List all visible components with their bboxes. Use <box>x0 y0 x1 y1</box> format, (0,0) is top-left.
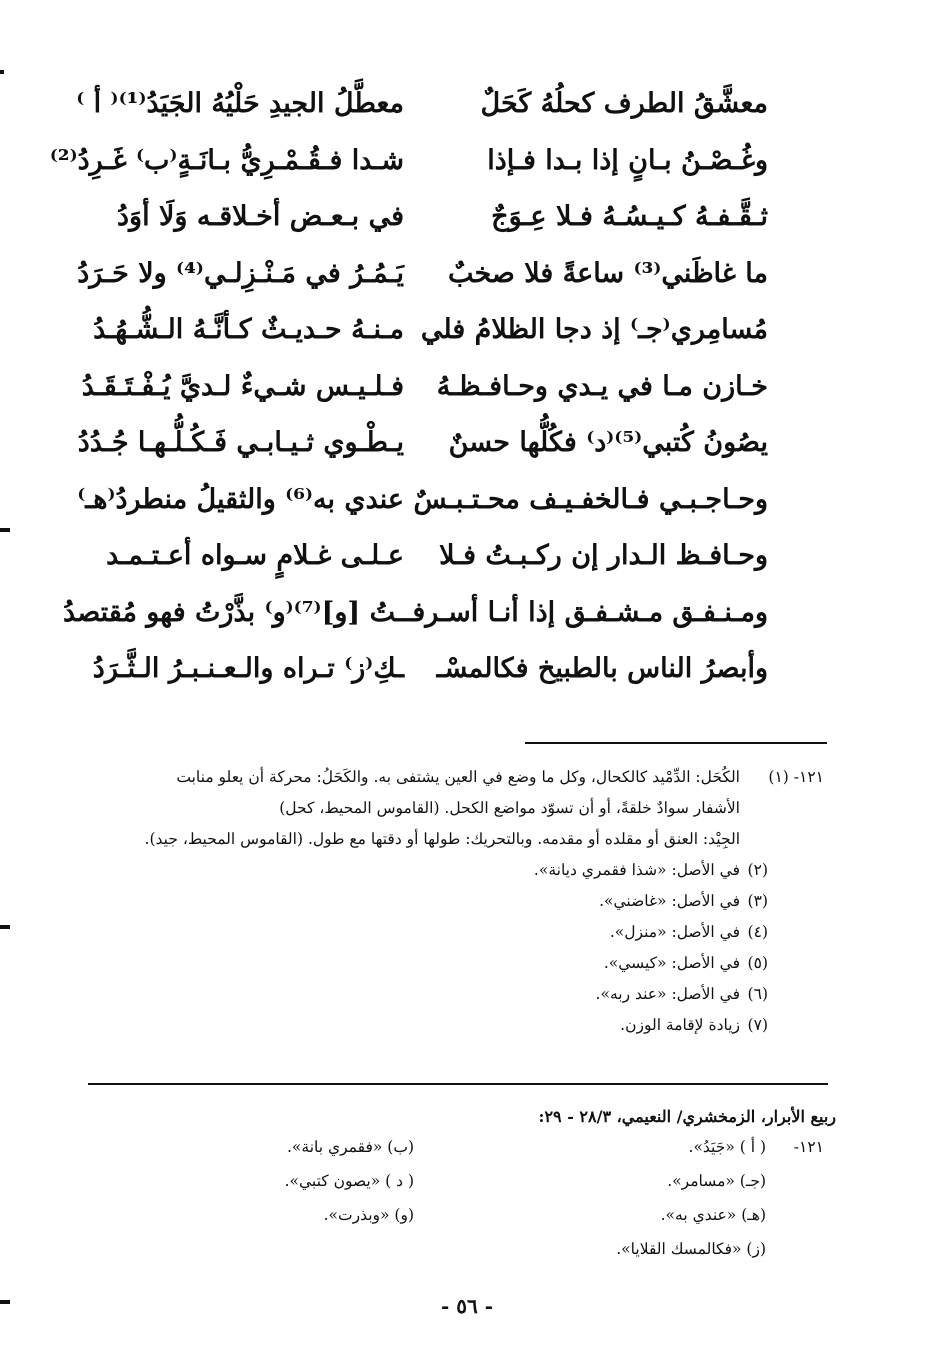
variants-separator <box>88 1083 828 1085</box>
verse-second-hemistich: ـتُ [و]⁽⁷⁾⁽و⁾ بذَّرْتُ فهو مُقتصدُ <box>63 596 404 628</box>
poem <box>49 88 776 710</box>
verse-second-hemistich: شـدا فـقُـمْـرِيُّ بـانَـةٍ⁽ب⁾ غَـرِدُ⁽²⁾ <box>49 144 404 176</box>
footnote-text: الجِيْد: العنق أو مقلده أو مقدمه. وبالتحريك: طولها أو دقتها مع طول. (القاموس المحيط، جيد). <box>144 830 740 848</box>
footnote-line <box>84 886 824 917</box>
footnote-line <box>84 855 824 886</box>
footnote-separator <box>525 742 827 744</box>
verse-second-hemistich: مـنـهُ حـديـثٌ كـأنَّـهُ الـشُّـهُـدُ <box>93 314 404 345</box>
footnotes <box>84 762 824 1041</box>
verse-line <box>70 314 776 371</box>
verse-line <box>70 88 776 145</box>
margin-mark <box>0 70 4 74</box>
verse-first-hemistich: ومـنـفـق مـشـفـق إذا أنـا أسـرفـ <box>404 596 768 628</box>
variant-row <box>0 1240 934 1274</box>
footnote-number: (٥) <box>747 954 768 972</box>
variant-reading: ( أ ) «جَيَدُ». <box>688 1138 766 1156</box>
footnote-text: في الأصل: «عند ربه». <box>595 985 740 1003</box>
footnote-line <box>84 948 824 979</box>
variant-reading: (هـ) «عندي به». <box>660 1206 766 1224</box>
variant-row <box>0 1172 934 1206</box>
footnote-number: ١٢١- (١) <box>768 768 824 786</box>
footnote-line <box>84 917 824 948</box>
verse-second-hemistich: عـلـى غـلامٍ سـواه أعـتـمـد <box>106 540 404 571</box>
variant-row <box>0 1138 934 1172</box>
footnote-text: الأشفار سوادٌ خلقةً، أو أن تسوّد مواضع الكحل. (القاموس المحيط، كحل) <box>279 799 740 817</box>
verse-second-hemistich: معطَّلُ الجيدِ حَلْيُهُ الجَيَدُ⁽¹⁾⁽ أ ⁾ <box>76 88 404 119</box>
footnote-number: (٢) <box>747 861 768 879</box>
verse-first-hemistich: خـازن مـا في يـدي وحـافـظـهُ <box>436 370 768 402</box>
variant-reading: (ب) «فقمري بانة». <box>287 1138 414 1156</box>
verse-line <box>70 201 776 258</box>
verse-second-hemistich: يـطْـوي ثـيـابـي فَـكُـلُّـهـا جُـدُدُ <box>77 427 404 458</box>
verse-line <box>70 427 776 484</box>
footnote-line <box>84 1010 824 1041</box>
footnote-text: زيادة لإقامة الوزن. <box>620 1016 740 1034</box>
verse-first-hemistich: وغُـصْـنُ بـانٍ إذا بـدا فـإذا <box>487 144 768 176</box>
verse-line <box>70 653 776 710</box>
verse-second-hemistich: يَـمُـرُ في مَـنْـزِلـي⁽⁴⁾ ولا حَـرَدُ <box>77 257 404 289</box>
verse-second-hemistich: في بـعـض أخـلاقـه وَلَا أوَدُ <box>117 201 404 232</box>
footnote-text: في الأصل: «منزل». <box>609 923 740 941</box>
verse-line <box>63 596 776 654</box>
footnote-number: (٧) <box>747 1016 768 1034</box>
verse-first-hemistich: وأبصرُ الناس بالطبيخ فكالمسْـ <box>436 653 768 684</box>
footnote-line <box>84 979 824 1010</box>
variant-prefix: ١٢١- <box>793 1138 824 1156</box>
footnote-line <box>84 762 824 793</box>
variant-reading: (جـ) «مسامر». <box>667 1172 766 1190</box>
verse-line <box>70 371 776 428</box>
verse-first-hemistich: ثـقَّـفـهُ كـيـسُـهُ فـلا عِـوَجٌ <box>491 201 768 232</box>
footnote-text: الكُحَل: الدِّمْيد كالكحال، وكل ما وضع في العين يشتفى به. والكَحَلُ: محركة أن يعلو منابت <box>176 768 740 786</box>
footnote-text: في الأصل: «كيسي». <box>603 954 740 972</box>
verse-second-hemistich: عندي به⁽⁶⁾ والثقيلُ منطردُ⁽هـ⁾ <box>77 483 404 515</box>
verse-line <box>49 144 776 202</box>
verse-line <box>70 540 776 597</box>
margin-mark <box>0 925 10 929</box>
variant-reading: (ز) «فكالمسك القلايا». <box>616 1240 766 1258</box>
variant-row <box>0 1206 934 1240</box>
variant-readings <box>0 1138 934 1274</box>
verse-first-hemistich: يصُونُ كُتبي⁽⁵⁾⁽د⁾ فكُلُّها حسنٌ <box>448 427 768 458</box>
verse-line <box>70 484 776 541</box>
footnote-text: في الأصل: «شذا فقمري ديانة». <box>533 861 740 879</box>
footnote-number: (٣) <box>747 892 768 910</box>
verse-second-hemistich: فـلـيـس شـيءٌ لـديَّ يُـفْـتَـقَـدُ <box>81 370 404 402</box>
verse-first-hemistich: ما غاظَني⁽³⁾ ساعةً فلا صخبٌ <box>447 257 768 289</box>
variant-reading: ( د ) «يصون كتبي». <box>284 1172 414 1190</box>
verse-first-hemistich: مُسامِري⁽جـ⁾ إذ دجا الظلامُ فلي <box>420 314 768 345</box>
verse-second-hemistich: ـكِ⁽ز⁾ تـراه والـعـنـبـرُ الـثَّـرَدُ <box>92 653 404 684</box>
variant-reading: (و) «وبذرت». <box>323 1206 414 1224</box>
verse-first-hemistich: معشَّقُ الطرف كحلُهُ كَحَلٌ <box>480 88 768 119</box>
verse-first-hemistich: وحـافـظ الـدار إن ركـبـتُ فـلا <box>439 540 768 571</box>
footnote-number: (٦) <box>747 985 768 1003</box>
footnote-line <box>84 793 824 824</box>
footnote-text: في الأصل: «غاضني». <box>599 892 740 910</box>
page-number: - ٥٦ - <box>440 1294 493 1318</box>
margin-mark <box>0 528 10 532</box>
variants-source-title: ربيع الأبرار، الزمخشري/ النعيمي، ٢٨/٣ - ٢٩: <box>538 1107 836 1126</box>
footnote-number: (٤) <box>747 923 768 941</box>
footnote-line <box>84 824 824 855</box>
verse-line <box>70 258 776 315</box>
verse-first-hemistich: وحـاجـبـي فـالخفـيـف محـتـبـسٌ <box>413 483 768 515</box>
